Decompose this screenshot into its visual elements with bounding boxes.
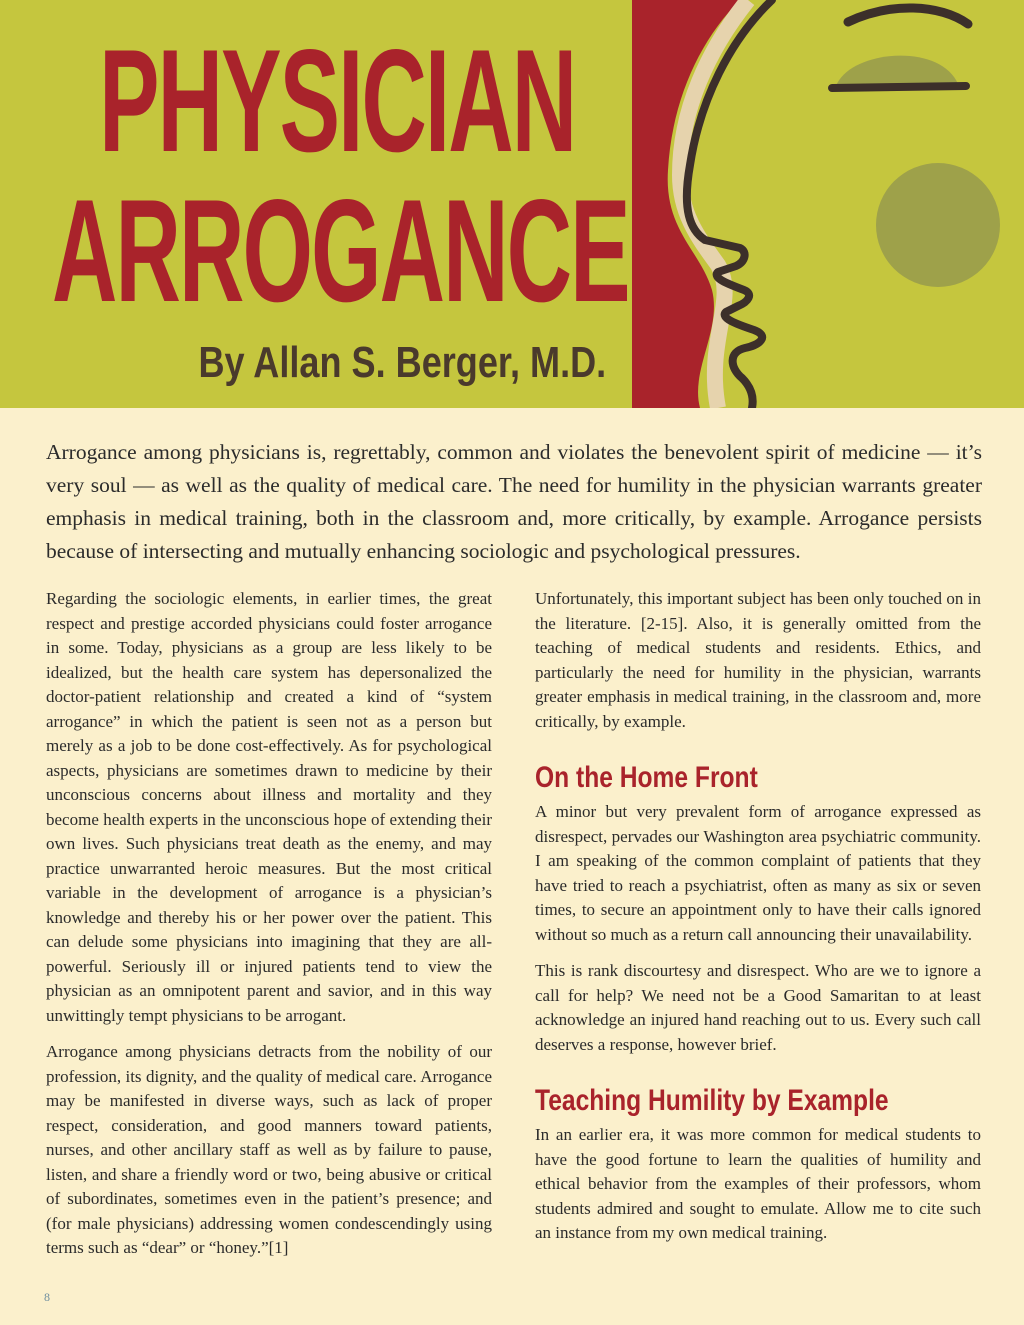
- right-paragraph-2: A minor but very prevalent form of arrogance expressed as disrespect, pervades our Washington area psychiatric community. I am speaking of the common complaint of patients that they have tried to reach a psychiatrist, often as many as six or seven times, to secure an appointment only to have their calls ignored without so much as a return call announcing their unavailability.: [535, 802, 981, 944]
- section-heading-home-front: On the Home Front: [535, 761, 758, 794]
- right-column: [535, 587, 981, 1258]
- title-line-2: ARROGANCE: [52, 169, 629, 332]
- intro-paragraph: Arrogance among physicians is, regrettably, common and violates the benevolent spirit of medicine — it’s very soul — as well as the quality of medical care. The need for humility in the physician warrants greater emphasis in medical training, both in the classroom and, more critically, by example. Arrogance persists because of intersecting and mutually enhancing sociologic and psychological pressures.: [46, 440, 982, 563]
- left-paragraph-2: Arrogance among physicians detracts from the nobility of our profession, its dignity, and the quality of medical care. Arrogance may be manifested in diverse ways, such as lack of proper respect, consideration, and good manners toward patients, nurses, and other ancillary staff as well as by failure to pause, listen, and share a friendly word or two, being abusive or critical of subordinates, sometimes even in the patient’s presence; and (for male physicians) addressing women condescendingly using terms such as “dear” or “honey.”[1]: [46, 1042, 492, 1257]
- title-line-1: PHYSICIAN: [99, 19, 576, 182]
- cheek-circle: [876, 163, 1000, 287]
- left-paragraph-1: Regarding the sociologic elements, in earlier times, the great respect and prestige accorded physicians could foster arrogance in some. Today, physicians as a group are less likely to be idealized, but the health care system has depersonalized the doctor-patient relationship and created a kind of “system arrogance” in which the patient is seen not as a person but merely as a job to be done cost-effectively. As for psychological aspects, physicians are sometimes drawn to medicine by their unconscious concerns about illness and mortality and they become health experts in the unconscious hope of extending their own lives. Such physicians treat death as the enemy, and may practice unwarranted heroic measures. But the most critical variable in the development of arrogance is a physician’s knowledge and thereby his or her power over the patient. This can delude some physicians into imagining that they are all-powerful. Seriously ill or injured patients tend to view the physician as an omnipotent parent and savior, and in this way unwittingly tempt physicians to be arrogant.: [46, 589, 492, 1025]
- right-paragraph-3: This is rank discourtesy and disrespect. Who are we to ignore a call for help? We need not be a Good Samaritan to at least acknowledge an injured hand reaching out to us. Every such call deserves a response, however brief.: [535, 961, 981, 1054]
- section-heading-teaching-humility: Teaching Humility by Example: [535, 1084, 889, 1117]
- eye-line: [832, 86, 966, 88]
- page-number: 8: [44, 1290, 50, 1304]
- left-column: [46, 587, 492, 1273]
- right-paragraph-4: In an earlier era, it was more common for medical students to have the good fortune to learn the qualities of humility and ethical behavior from the examples of their professors, whom students admired and sought to emulate. Allow me to cite such an instance from my own medical training.: [535, 1125, 981, 1242]
- byline: By Allan S. Berger, M.D.: [198, 338, 606, 387]
- header-banner: [0, 0, 1024, 408]
- right-paragraph-1: Unfortunately, this important subject has been only touched on in the literature. [2-15]. Also, it is generally omitted from the teaching of medical students and residents. Ethics, and particularly the need for humility in the physician, warrants greater emphasis in medical training, in the classroom and, more critically, by example.: [535, 589, 981, 731]
- eye-lid-shape: [836, 56, 958, 86]
- article-title: [52, 19, 629, 332]
- eyebrow-shape: [848, 8, 968, 24]
